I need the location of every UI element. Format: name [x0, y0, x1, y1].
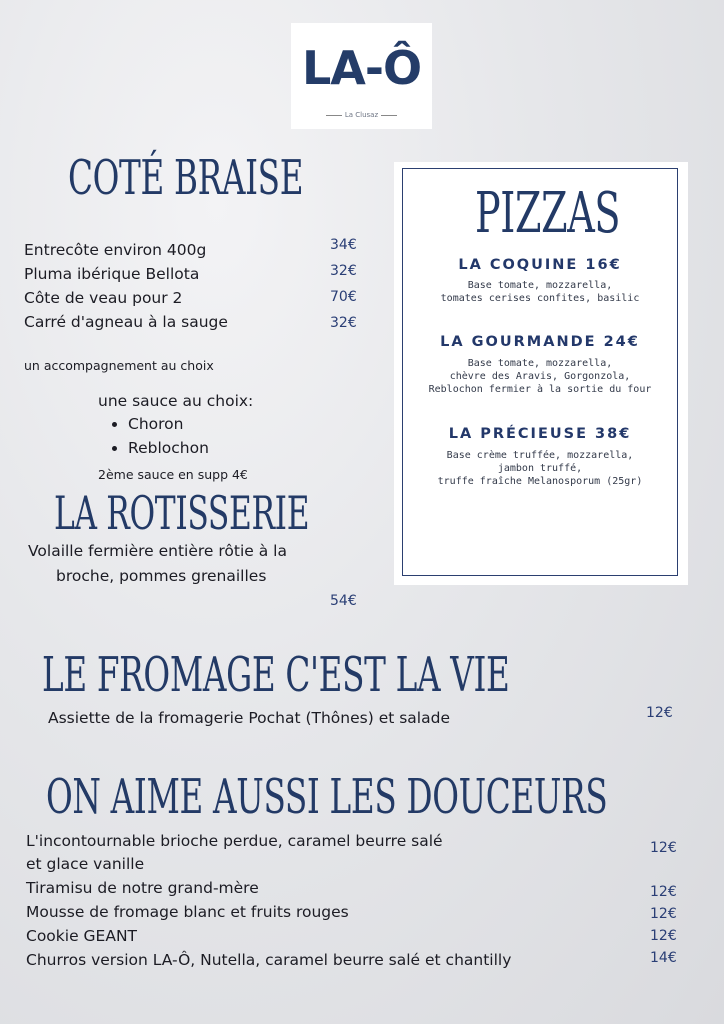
section-title-rotisserie: LA ROTISSERIE [54, 486, 310, 540]
pizza-desc: Base tomate, mozzarella, chèvre des Aravis, Gorgonzola, Reblochon fermier à la sortie du four [428, 358, 652, 395]
menu-item: Entrecôte environ 400g [24, 241, 207, 259]
menu-price: 12€ [650, 906, 677, 922]
logo-name: LA-Ô [301, 41, 422, 95]
menu-price: 12€ [650, 884, 677, 900]
section-title-pizzas: PIZZAS [475, 181, 621, 246]
menu-price: 12€ [646, 705, 673, 721]
menu-price: 54€ [330, 593, 357, 609]
pizza-desc: Base crème truffée, mozzarella, jambon truffé, truffe fraîche Melanosporum (25gr) [437, 450, 643, 487]
pizza-frame [402, 168, 678, 576]
sauce-title: une sauce au choix: [98, 392, 254, 410]
menu-price: 32€ [330, 263, 357, 279]
menu-item: Pluma ibérique Bellota [24, 265, 200, 283]
rotisserie-line: Volaille fermière entière rôtie à la [28, 542, 287, 560]
pizza-name: LA PRÉCIEUSE 38€ [448, 426, 632, 442]
dessert-item: Churros version LA-Ô, Nutella, caramel beurre salé et chantilly [26, 951, 512, 969]
menu-price: 12€ [650, 840, 677, 856]
menu-price: 12€ [650, 928, 677, 944]
rotisserie-line: broche, pommes grenailles [56, 567, 267, 585]
menu-price: 34€ [330, 237, 357, 253]
fromage-item: Assiette de la fromagerie Pochat (Thônes) et salade [48, 709, 450, 727]
menu-price: 14€ [650, 950, 677, 966]
sauce-extra: 2ème sauce en supp 4€ [98, 467, 248, 482]
sauce-list [108, 412, 209, 460]
pizza-desc: Base tomate, mozzarella, tomates cerises confites, basilic [440, 280, 640, 304]
menu-item: Côte de veau pour 2 [24, 289, 183, 307]
dessert-item: Cookie GEANT [26, 927, 138, 945]
dessert-item: Mousse de fromage blanc et fruits rouges [26, 903, 349, 921]
section-title-fromage: LE FROMAGE C'EST LA VIE [42, 647, 510, 703]
section-title-douceurs: ON AIME AUSSI LES DOUCEURS [46, 769, 608, 825]
pizza-name: LA GOURMANDE 24€ [440, 334, 640, 350]
dessert-item-cont: et glace vanille [26, 855, 145, 873]
dessert-item: L'incontournable brioche perdue, caramel beurre salé [26, 832, 443, 850]
pizza-card [394, 162, 688, 585]
sauce-item: • Choron [128, 412, 209, 436]
sauce-item: • Reblochon [128, 436, 209, 460]
side-note: un accompagnement au choix [24, 358, 214, 373]
menu-price: 32€ [330, 315, 357, 331]
dessert-item: Tiramisu de notre grand-mère [26, 879, 259, 897]
menu-price: 70€ [330, 289, 357, 305]
logo-place: La Clusaz [291, 111, 432, 119]
pizza-name: LA COQUINE 16€ [458, 257, 622, 273]
section-title-braise: COTÉ BRAISE [68, 150, 304, 206]
logo [291, 23, 432, 129]
menu-item: Carré d'agneau à la sauge [24, 313, 228, 331]
